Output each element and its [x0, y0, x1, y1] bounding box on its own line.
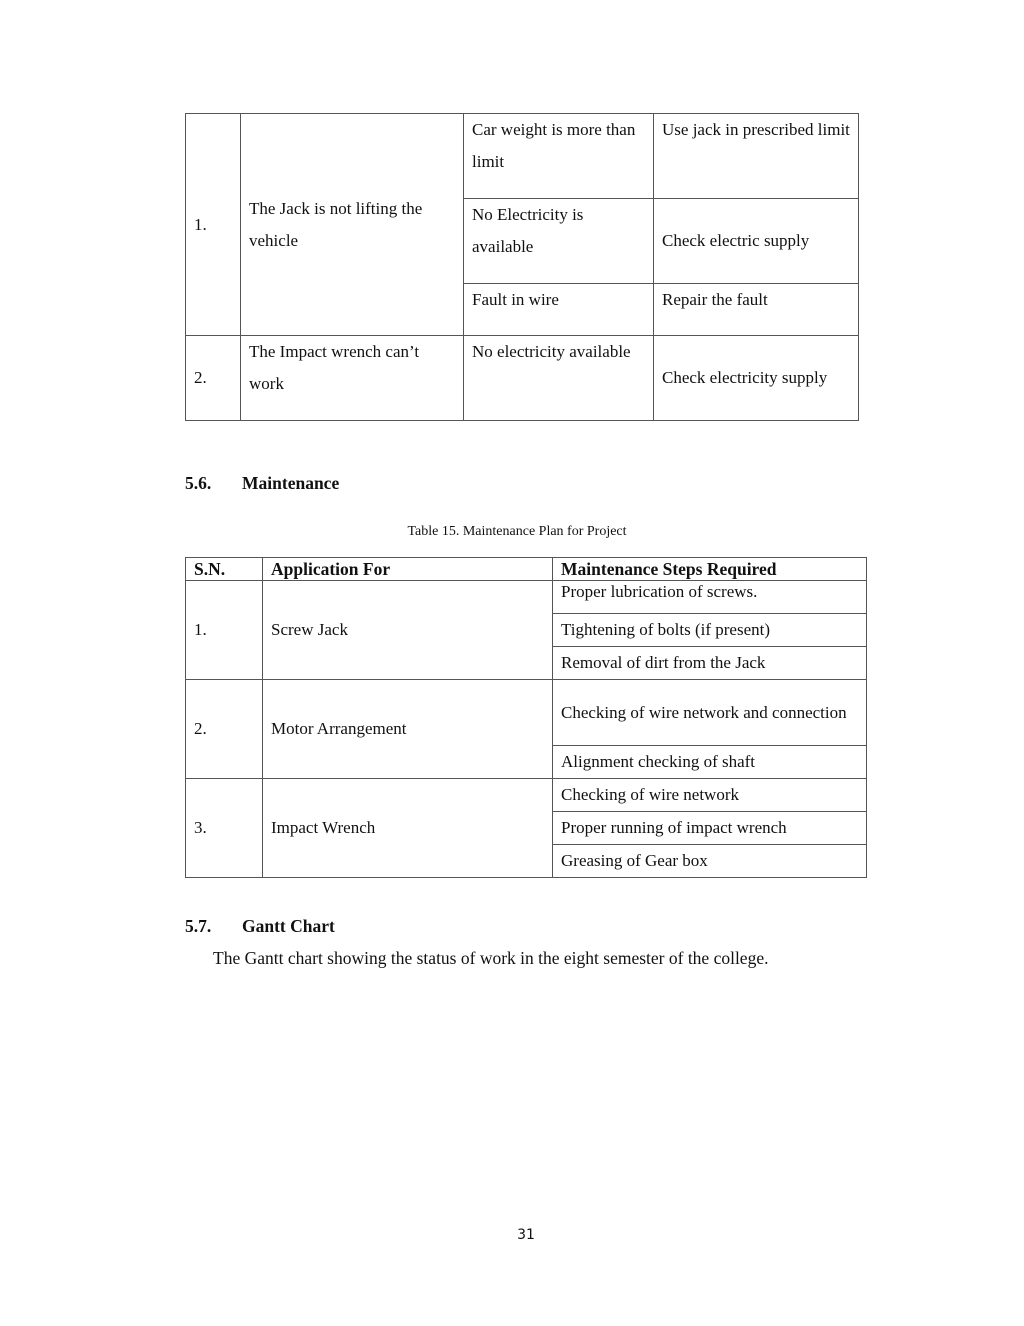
header-application: Application For: [263, 558, 553, 581]
step-cell: Removal of dirt from the Jack: [553, 647, 867, 680]
section-number: 5.6.: [185, 473, 212, 493]
table-caption: Table 15. Maintenance Plan for Project: [407, 524, 627, 539]
section-title: Gantt Chart: [242, 916, 335, 936]
section-number: 5.7.: [185, 916, 212, 936]
table-row: [186, 336, 859, 421]
table-row: [186, 779, 867, 812]
sn-cell: 1.: [186, 114, 241, 336]
application-cell: Screw Jack: [263, 581, 553, 680]
table-header-row: [186, 558, 867, 581]
sn-cell: 1.: [186, 581, 263, 680]
step-cell: Proper lubrication of screws.: [553, 581, 867, 614]
table-row: [186, 114, 859, 199]
remedy-cell: Check electricity supply: [654, 336, 859, 421]
table-row: [186, 680, 867, 746]
header-steps: Maintenance Steps Required: [553, 558, 867, 581]
maintenance-table: [185, 557, 867, 878]
section-heading-gantt: [185, 916, 335, 937]
step-cell: Greasing of Gear box: [553, 845, 867, 878]
table-row: [186, 581, 867, 614]
step-cell: Checking of wire network and connection: [553, 680, 867, 746]
page-number: 31: [517, 1227, 535, 1243]
remedy-cell: Use jack in prescribed limit: [654, 114, 859, 199]
troubleshooting-table: [185, 113, 859, 421]
cause-cell: No Electricity is available: [464, 199, 654, 284]
header-sn: S.N.: [186, 558, 263, 581]
step-cell: Proper running of impact wrench: [553, 812, 867, 845]
step-cell: Alignment checking of shaft: [553, 746, 867, 779]
step-cell: Tightening of bolts (if present): [553, 614, 867, 647]
sn-cell: 3.: [186, 779, 263, 878]
remedy-cell: Repair the fault: [654, 284, 859, 336]
cause-cell: Fault in wire: [464, 284, 654, 336]
sn-cell: 2.: [186, 680, 263, 779]
application-cell: Motor Arrangement: [263, 680, 553, 779]
problem-cell: The Jack is not lifting the vehicle: [241, 114, 464, 336]
sn-cell: 2.: [186, 336, 241, 421]
section-title: Maintenance: [242, 473, 340, 493]
problem-cell: The Impact wrench can’t work: [241, 336, 464, 421]
gantt-paragraph: The Gantt chart showing the status of work in the eight semester of the college.: [213, 948, 769, 968]
cause-cell: Car weight is more than limit: [464, 114, 654, 199]
section-heading-maintenance: [185, 473, 339, 494]
remedy-cell: Check electric supply: [654, 199, 859, 284]
application-cell: Impact Wrench: [263, 779, 553, 878]
cause-cell: No electricity available: [464, 336, 654, 421]
step-cell: Checking of wire network: [553, 779, 867, 812]
